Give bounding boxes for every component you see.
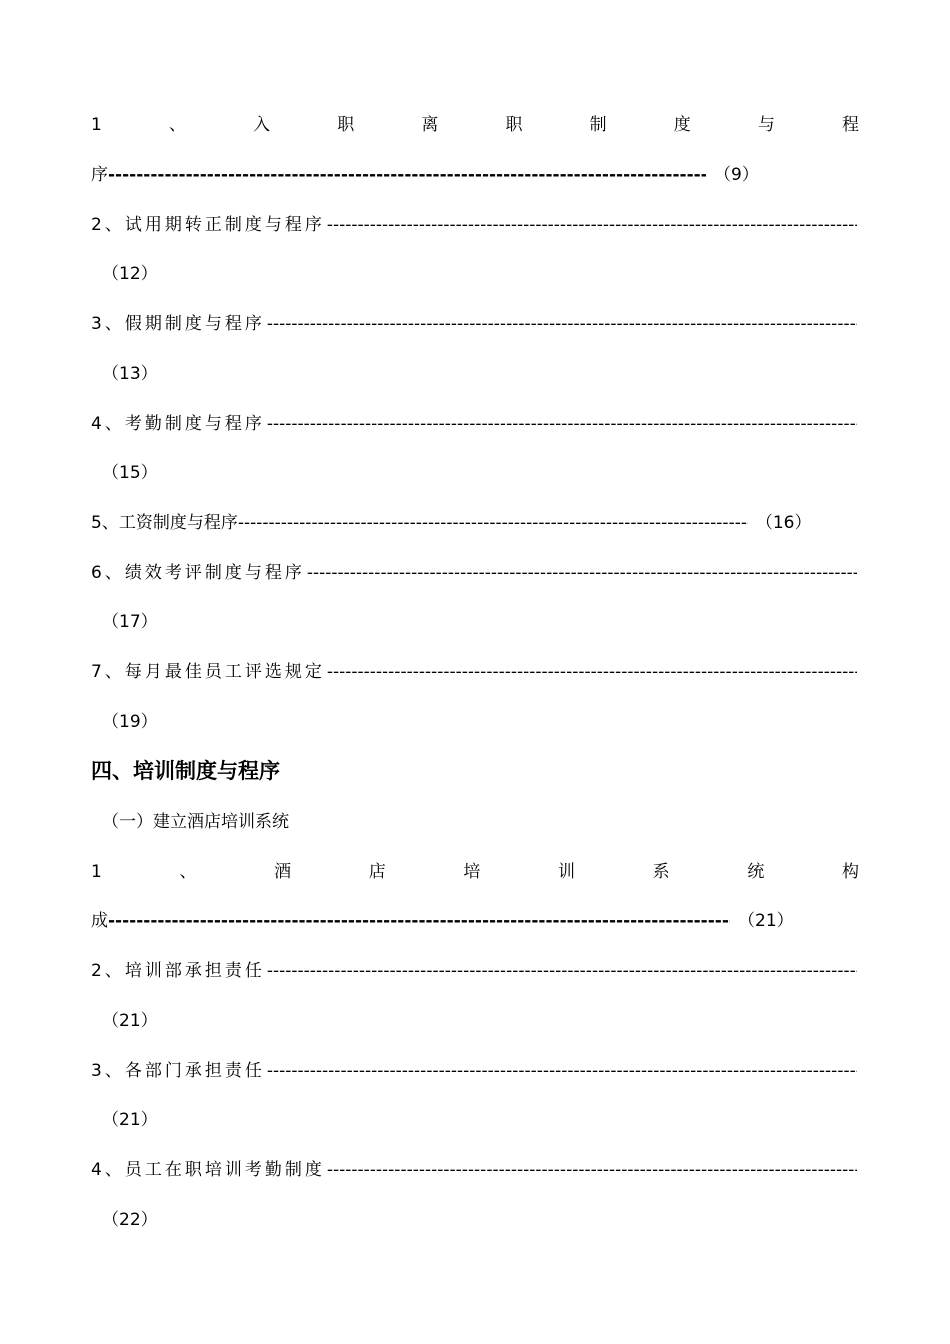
toc-char: 1	[91, 862, 102, 882]
toc-entry-f3	[91, 1059, 859, 1083]
dot-leader	[327, 1158, 857, 1182]
toc-char: 职	[505, 115, 523, 135]
toc-entry-f1-line2	[91, 909, 859, 933]
toc-entry-text: 2、培训部承担责任	[91, 961, 265, 981]
toc-entry-5	[91, 511, 859, 535]
toc-page-number: （21）	[738, 911, 794, 931]
toc-entry-text: 3、各部门承担责任	[91, 1061, 265, 1081]
toc-char: 1	[91, 115, 102, 135]
toc-page-number: （9）	[714, 165, 759, 185]
toc-page-number: （13）	[102, 364, 158, 384]
dot-leader	[238, 511, 748, 535]
toc-entry-4	[91, 412, 859, 436]
dot-leader	[327, 660, 857, 684]
toc-char: 度	[673, 115, 691, 135]
toc-char: 制	[589, 115, 607, 135]
toc-char: 职	[337, 115, 355, 135]
toc-entry-1-line1	[91, 113, 859, 137]
toc-entry-text: 4、员工在职培训考勤制度	[91, 1160, 325, 1180]
toc-char: 、	[179, 862, 197, 882]
toc-char: 店	[368, 862, 386, 882]
toc-entry-text: 7、每月最佳员工评选规定	[91, 662, 325, 682]
dot-leader	[267, 312, 857, 336]
toc-entry-f2	[91, 959, 859, 983]
toc-page-number: （21）	[102, 1110, 158, 1130]
subsection-title: （一）建立酒店培训系统	[102, 812, 289, 832]
toc-char: 与	[757, 115, 775, 135]
toc-page-number: （16）	[755, 513, 812, 533]
dot-leader	[267, 959, 857, 983]
toc-char: 酒	[274, 862, 292, 882]
toc-entry-f4	[91, 1158, 859, 1182]
toc-char: 离	[421, 115, 439, 135]
toc-entry-text: 6、绩效考评制度与程序	[91, 563, 305, 583]
toc-entry-text: 3、假期制度与程序	[91, 314, 265, 334]
toc-entry-f1-line1	[91, 860, 859, 884]
dot-leader	[327, 213, 857, 237]
toc-entry-text: 4、考勤制度与程序	[91, 414, 265, 434]
toc-char: 统	[747, 862, 765, 882]
toc-char: 入	[253, 115, 271, 135]
dot-leader	[108, 163, 706, 187]
toc-entry-text-cont: 成	[91, 911, 108, 931]
toc-char: 构	[841, 862, 859, 882]
dot-leader	[108, 909, 730, 933]
toc-entry-3	[91, 312, 859, 336]
dot-leader	[267, 1059, 857, 1083]
toc-entry-6	[91, 561, 859, 585]
toc-char: 程	[841, 115, 859, 135]
toc-entry-text: 5、工资制度与程序	[91, 513, 238, 533]
toc-char: 系	[652, 862, 670, 882]
toc-entry-1-line2	[91, 163, 859, 187]
dot-leader	[267, 412, 857, 436]
toc-page-number: （19）	[102, 712, 158, 732]
toc-entry-text-cont: 序	[91, 165, 108, 185]
toc-page-number: （15）	[102, 463, 158, 483]
toc-entry-text: 2、试用期转正制度与程序	[91, 215, 325, 235]
section-heading: 四、培训制度与程序	[91, 759, 280, 783]
toc-char: 训	[558, 862, 576, 882]
toc-entry-2	[91, 213, 859, 237]
toc-page-number: （12）	[102, 264, 158, 284]
toc-char: 培	[463, 862, 481, 882]
toc-char: 、	[168, 115, 186, 135]
toc-entry-7	[91, 660, 859, 684]
toc-page-number: （22）	[102, 1210, 158, 1230]
toc-page-number: （17）	[102, 612, 158, 632]
toc-page-number: （21）	[102, 1011, 158, 1031]
dot-leader	[307, 561, 857, 585]
